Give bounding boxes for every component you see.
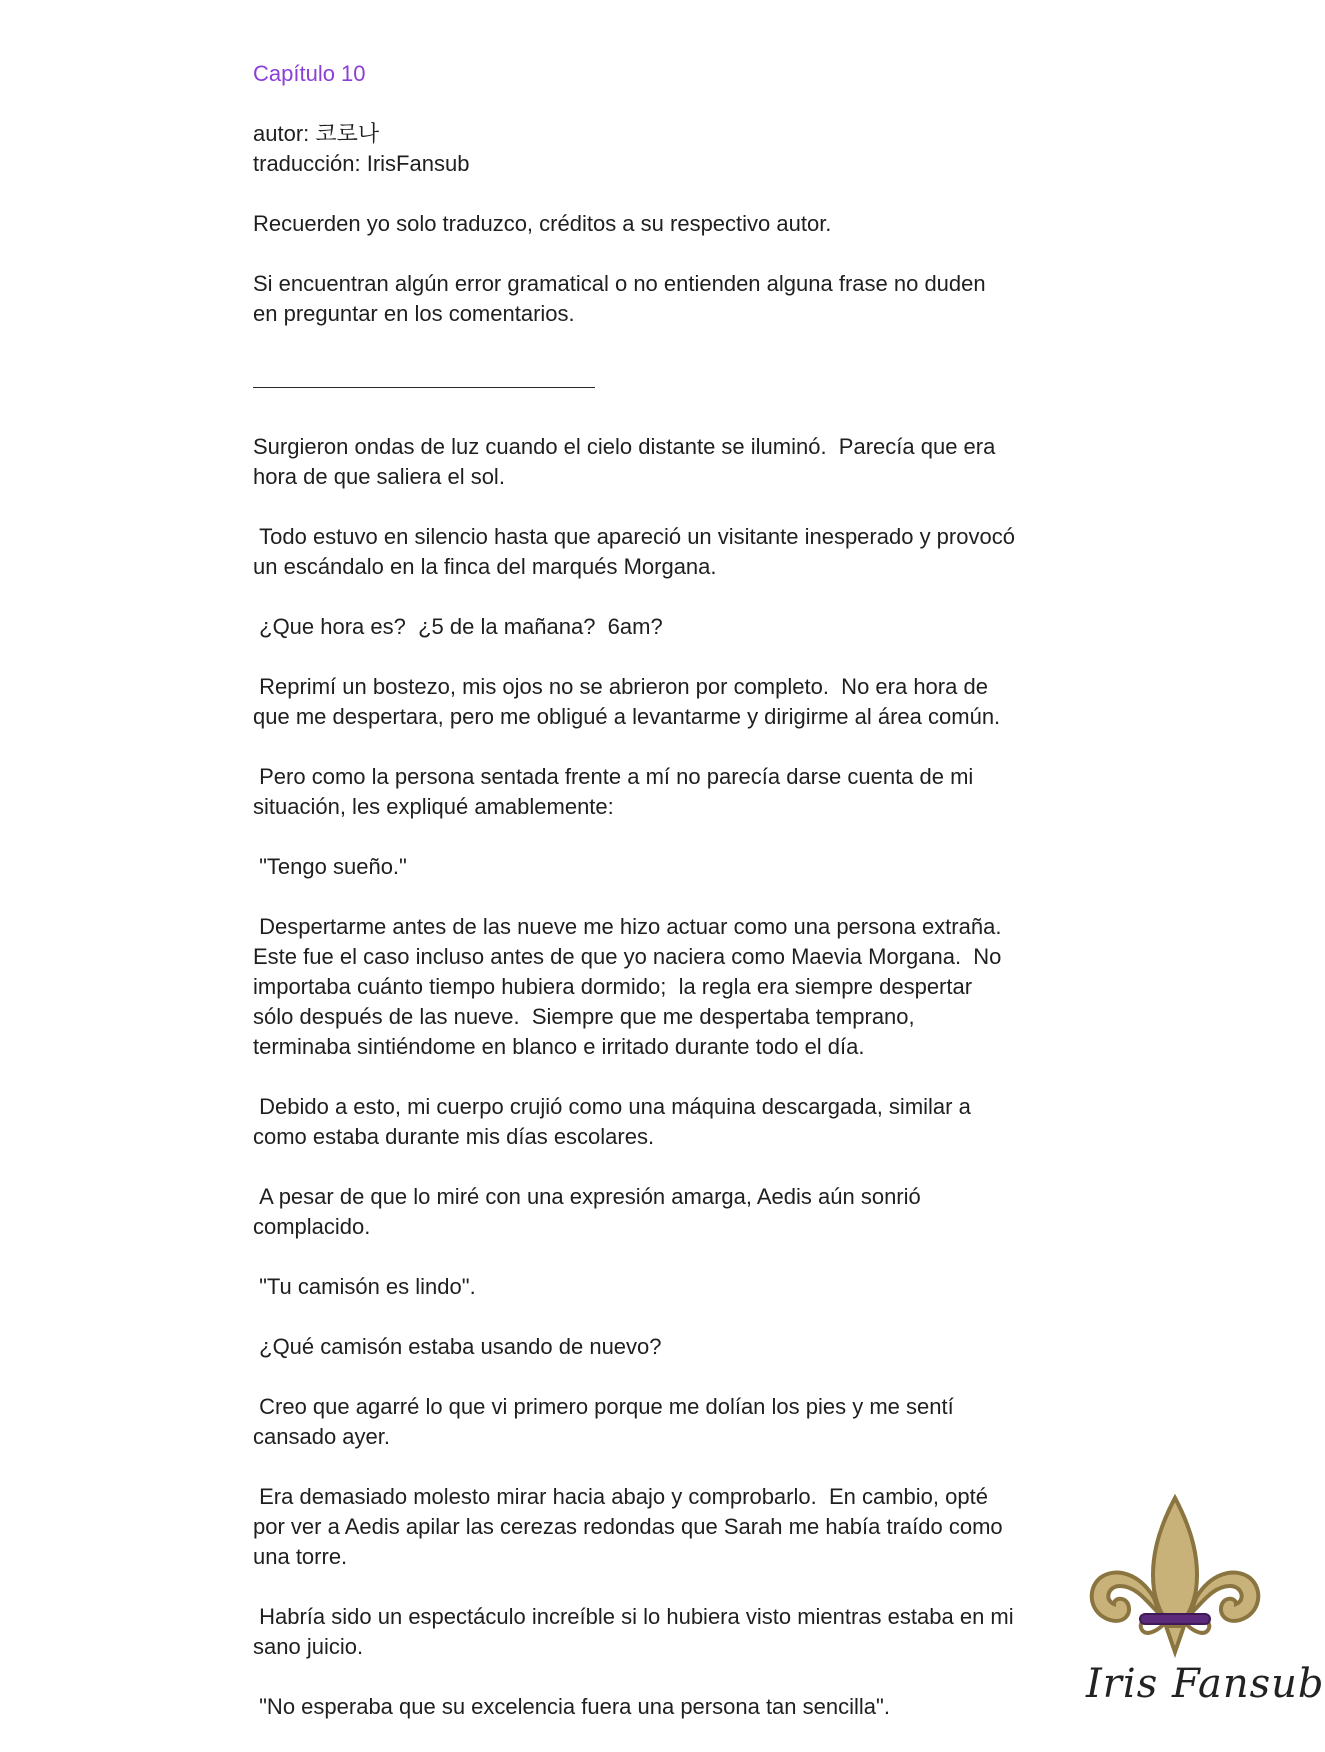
author-line: autor: 코로나: [253, 121, 380, 146]
section-divider: [253, 387, 595, 388]
chapter-title: Capítulo 10: [253, 61, 366, 86]
story-paragraph: Reprimí un bostezo, mis ojos no se abrieron por completo. No era hora de que me despertara, pero me obligué a levantarme y dirigirme al área común.: [253, 674, 1001, 729]
credits-block: [253, 119, 1053, 179]
note-paragraph: Recuerden yo solo traduzco, créditos a su respectivo autor.: [253, 211, 832, 236]
story-paragraph: "Tengo sueño.": [253, 854, 407, 879]
story-paragraph: ¿Qué camisón estaba usando de nuevo?: [253, 1334, 662, 1359]
story-paragraph: Era demasiado molesto mirar hacia abajo y comprobarlo. En cambio, opté por ver a Aedis apilar las cerezas redondas que Sarah me había traído como una torre.: [253, 1484, 1003, 1569]
watermark-text: Iris Fansub: [1086, 1661, 1325, 1707]
story-paragraph: "No esperaba que su excelencia fuera una persona tan sencilla".: [253, 1694, 890, 1719]
story-paragraph: Habría sido un espectáculo increíble si lo hubiera visto mientras estaba en mi sano juicio.: [253, 1604, 1014, 1659]
story-paragraph: Despertarme antes de las nueve me hizo actuar como una persona extraña. Este fue el caso incluso antes de que yo naciera como Maevia Morgana. No importaba cuánto tiempo hubiera dormido; la regla era siempre despertar sólo después de las nueve. Siempre que me despertaba temprano, terminaba sintiéndome en blanco e irritado durante todo el día.: [253, 914, 1002, 1059]
story-paragraph: A pesar de que lo miré con una expresión amarga, Aedis aún sonrió complacido.: [253, 1184, 921, 1239]
story-paragraph: Creo que agarré lo que vi primero porque me dolían los pies y me sentí cansado ayer.: [253, 1394, 954, 1449]
story-paragraph: ¿Que hora es? ¿5 de la mañana? 6am?: [253, 614, 663, 639]
story-paragraph: Pero como la persona sentada frente a mí no parecía darse cuenta de mi situación, les expliqué amablemente:: [253, 764, 974, 819]
story-paragraph: "Tu camisón es lindo".: [253, 1274, 476, 1299]
story-paragraph: Surgieron ondas de luz cuando el cielo distante se iluminó. Parecía que era hora de que saliera el sol.: [253, 434, 996, 489]
translation-line: traducción: IrisFansub: [253, 151, 470, 176]
story-paragraph: Debido a esto, mi cuerpo crujió como una máquina descargada, similar a como estaba durante mis días escolares.: [253, 1094, 971, 1149]
story-paragraph: Todo estuvo en silencio hasta que apareció un visitante inesperado y provocó un escándalo en la finca del marqués Morgana.: [253, 524, 1015, 579]
document-page: [253, 59, 1053, 1752]
note-paragraph: Si encuentran algún error gramatical o no entienden alguna frase no duden en preguntar en los comentarios.: [253, 271, 986, 326]
